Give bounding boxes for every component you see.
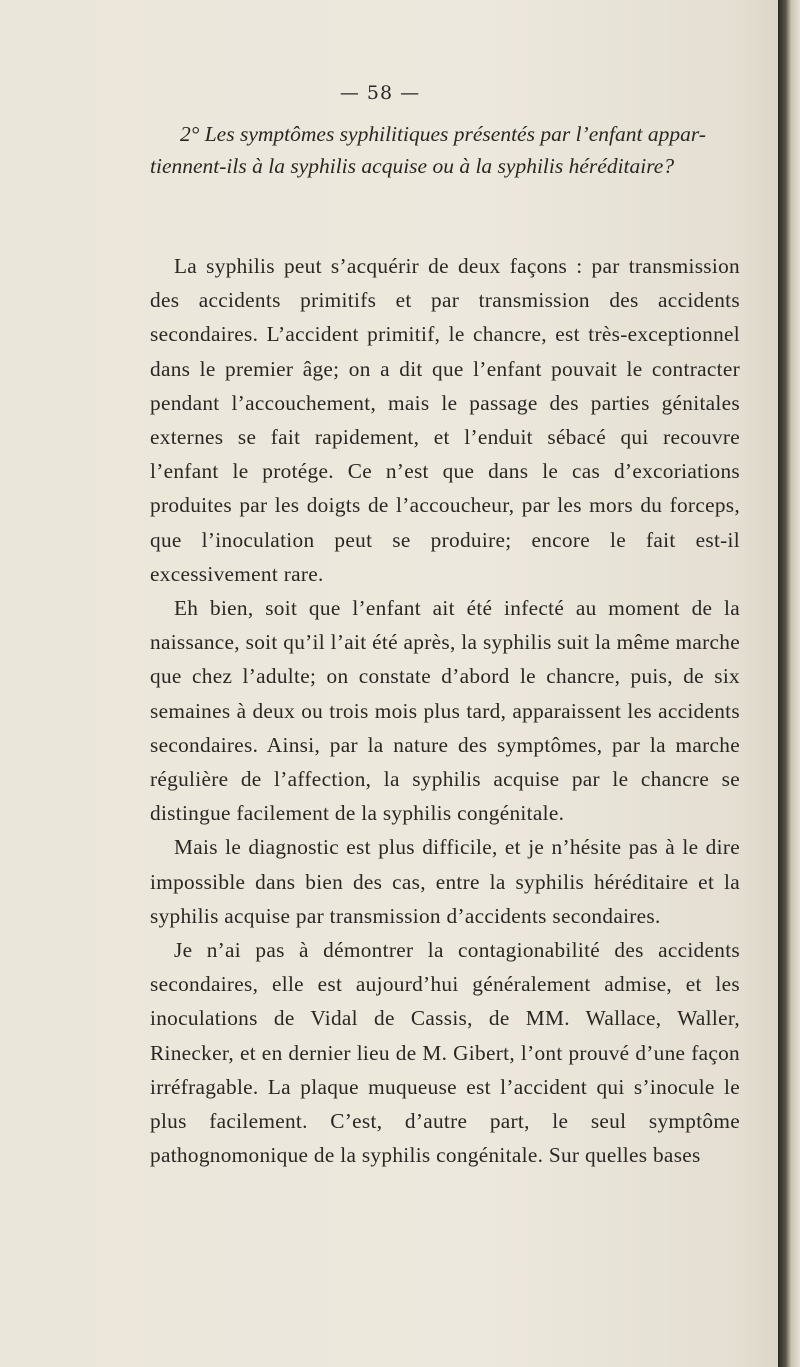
paragraph-1: La syphilis peut s’acquérir de deux façons : par transmission des accidents primitifs et par transmission des accidents secondaires. L’accident primitif, le chancre, est très-exceptionnel dans le premier âge; on a dit que l’enfant pouvait le contracter pendant l’accouchement, mais le passage des parties génitales externes se fait rapidement, et l’enduit sébacé qui recouvre l’enfant le protége. Ce n’est que dans le cas d’excoriations produites par les doigts de l’accoucheur, par les mors du forceps, que l’inoculation peut se produire; encore le fait est-il excessivement rare. <box>150 254 740 586</box>
paragraph-2: Eh bien, soit que l’enfant ait été infecté au moment de la naissance, soit qu’il l’ait été après, la syphilis suit la même marche que chez l’adulte; on constate d’abord le chancre, puis, de six semaines à deux ou trois mois plus tard, apparaissent les accidents secondaires. Ainsi, par la nature des symptômes, par la marche régulière de l’affection, la syphilis acquise par le chancre se distingue facilement de la syphilis congénitale. <box>150 596 740 826</box>
section-heading <box>150 118 750 182</box>
section-heading-line-2: tiennent-ils à la syphilis acquise ou à la syphilis héréditaire? <box>150 154 675 178</box>
paragraph-4: Je n’ai pas à démontrer la contagionabilité des accidents secondaires, elle est aujourd’hui généralement admise, et les inoculations de Vidal de Cassis, de MM. Wallace, Waller, Rinecker, et en dernier lieu de M. Gibert, l’ont prouvé d’une façon irréfragable. La plaque muqueuse est l’accident qui s’inocule le plus facilement. C’est, d’autre part, le seul symptôme pathognomonique de la syphilis congénitale. Sur quelles bases <box>150 938 740 1168</box>
paragraph-3: Mais le diagnostic est plus difficile, et je n’hésite pas à le dire impossible dans bien des cas, entre la syphilis héréditaire et la syphilis acquise par transmission d’accidents secondaires. <box>150 835 740 928</box>
section-heading-line-1: 2° Les symptômes syphilitiques présentés par l’enfant appar- <box>180 122 706 146</box>
body-text <box>150 249 740 1172</box>
book-spine-edge <box>778 0 800 1367</box>
page-number: — 58 — <box>339 82 421 104</box>
